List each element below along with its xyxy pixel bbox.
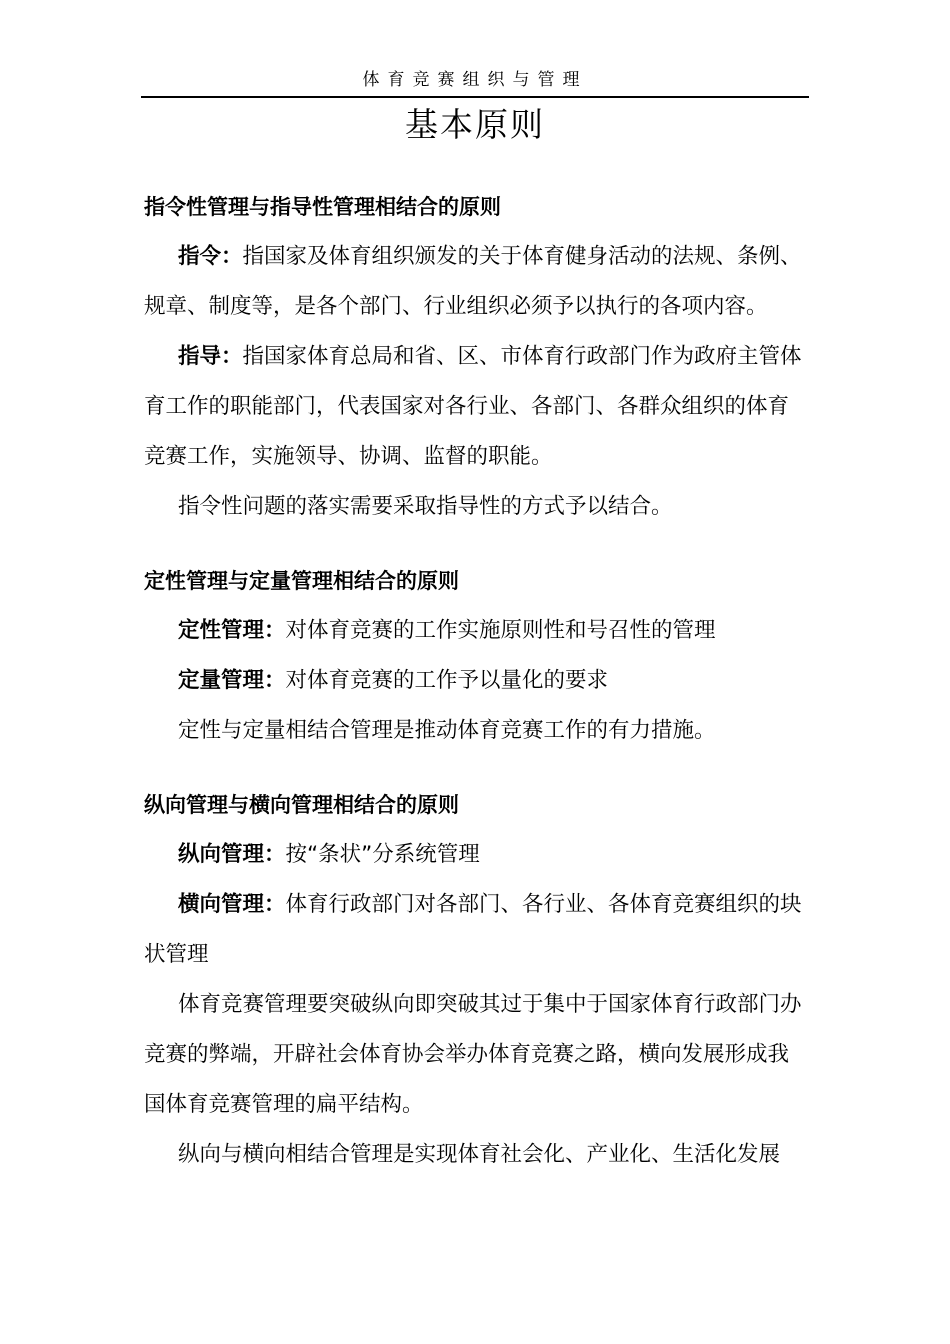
paragraph — [144, 706, 810, 756]
paragraph-text: 体育竞赛管理要突破纵向即突破其过于集中于国家体育行政部门办竞赛的弊端，开辟社会体育协会举办体育竞赛之路，横向发展形成我国体育竞赛管理的扁平结构。 — [144, 992, 802, 1117]
paragraph-text: 指国家体育总局和省、区、市体育行政部门作为政府主管体育工作的职能部门，代表国家对各行业、各部门、各群众组织的体育竞赛工作，实施领导、协调、监督的职能。 — [144, 344, 802, 469]
paragraph — [144, 482, 810, 532]
paragraph-text: 指国家及体育组织颁发的关于体育健身活动的法规、条例、规章、制度等，是各个部门、行业组织必须予以执行的各项内容。 — [144, 244, 802, 319]
paragraph-text: 指令性问题的落实需要采取指导性的方式予以结合。 — [178, 494, 673, 519]
document-body — [144, 182, 810, 1180]
paragraph — [144, 232, 810, 332]
paragraph-text: 纵向与横向相结合管理是实现体育社会化、产业化、生活化发展 — [178, 1142, 781, 1167]
section-heading: 定性管理与定量管理相结合的原则 — [144, 569, 459, 593]
term-label: 指导： — [178, 344, 243, 369]
paragraph — [144, 880, 810, 980]
section-spacer — [144, 532, 810, 556]
paragraph — [144, 980, 810, 1130]
header-divider — [141, 96, 809, 98]
section-heading: 指令性管理与指导性管理相结合的原则 — [144, 195, 501, 219]
paragraph-text: 对体育竞赛的工作实施原则性和号召性的管理 — [285, 618, 716, 643]
term-label: 指令： — [178, 244, 243, 269]
page-title: 基本原则 — [405, 105, 545, 144]
term-label: 纵向管理： — [178, 842, 286, 867]
paragraph — [144, 1130, 810, 1180]
paragraph — [144, 656, 810, 706]
term-label: 横向管理： — [178, 892, 286, 917]
paragraph-text: 定性与定量相结合管理是推动体育竞赛工作的有力措施。 — [178, 718, 716, 743]
section-heading: 纵向管理与横向管理相结合的原则 — [144, 793, 459, 817]
paragraph-text: 体育行政部门对各部门、各行业、各体育竞赛组织的块状管理 — [144, 892, 802, 967]
paragraph — [144, 830, 810, 880]
paragraph-text: 按“条状”分系统管理 — [285, 842, 480, 867]
paragraph — [144, 332, 810, 482]
paragraph — [144, 606, 810, 656]
running-header: 体育竞赛组织与管理 — [362, 70, 588, 90]
term-label: 定性管理： — [178, 618, 286, 643]
term-label: 定量管理： — [178, 668, 286, 693]
paragraph-text: 对体育竞赛的工作予以量化的要求 — [285, 668, 609, 693]
section-spacer — [144, 756, 810, 780]
